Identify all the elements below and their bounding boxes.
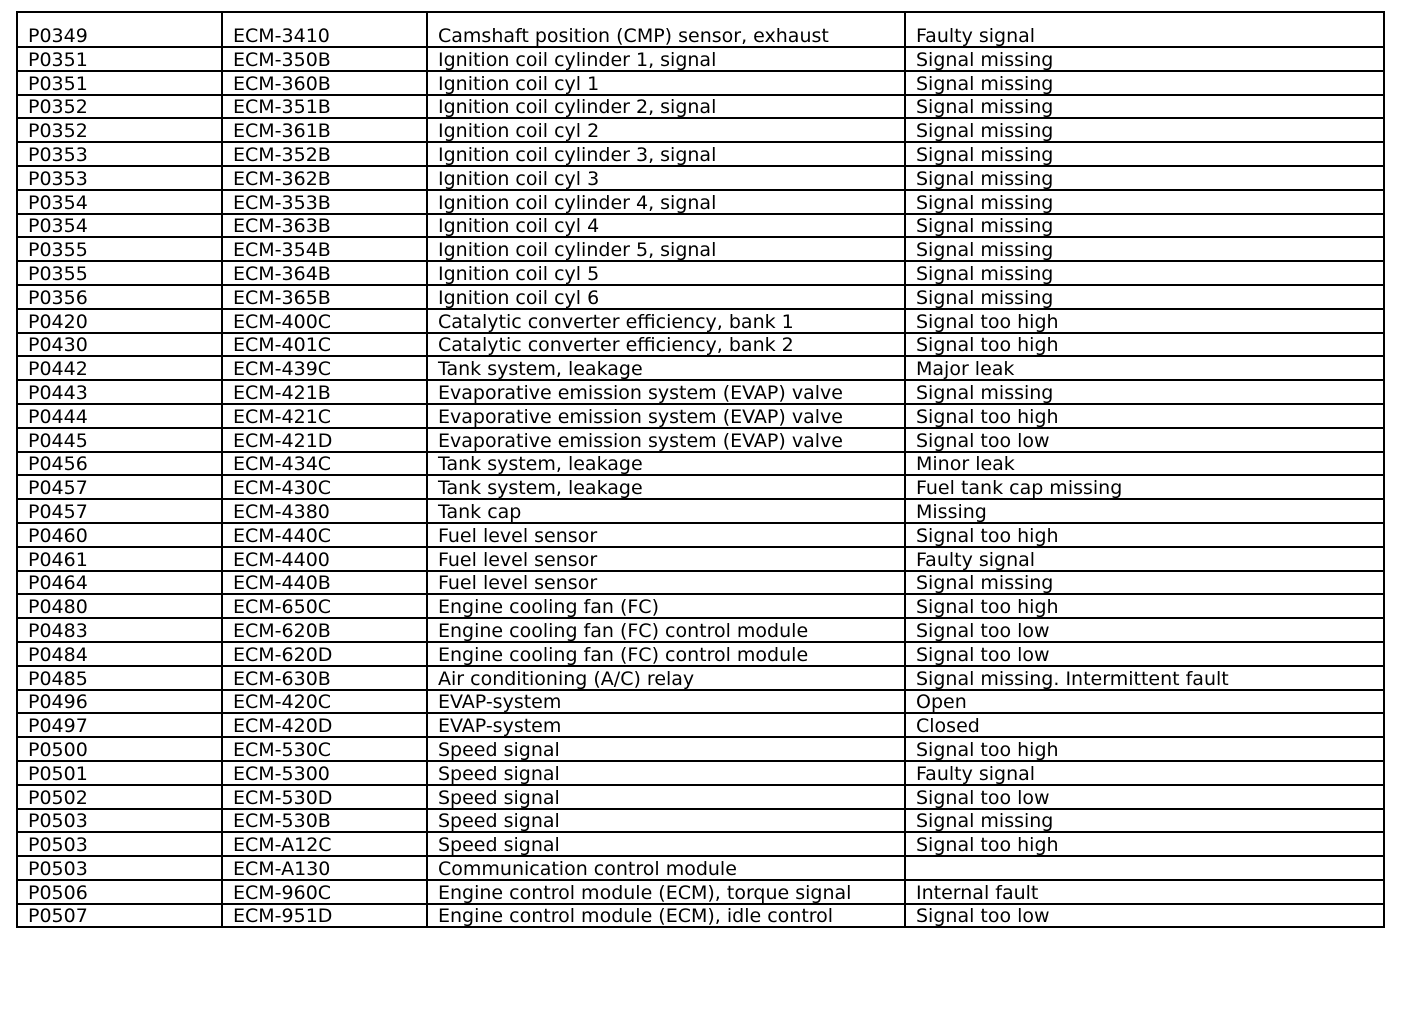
table-row: [17, 809, 1384, 833]
dtc-code-cell: P0444: [17, 404, 222, 428]
component-cell: Tank system, leakage: [427, 356, 905, 380]
dtc-table-body: [17, 12, 1384, 927]
component-cell: Ignition coil cylinder 4, signal: [427, 190, 905, 214]
table-row: [17, 309, 1384, 333]
fault-description-cell: Signal missing: [905, 809, 1384, 833]
ecm-code-cell: ECM-365B: [222, 285, 427, 309]
dtc-code-cell: P0351: [17, 47, 222, 71]
component-cell: Engine cooling fan (FC): [427, 594, 905, 618]
fault-description-cell: Signal missing: [905, 285, 1384, 309]
table-row: [17, 356, 1384, 380]
table-row: [17, 594, 1384, 618]
table-row: [17, 547, 1384, 571]
dtc-code-cell: P0352: [17, 118, 222, 142]
component-cell: Fuel level sensor: [427, 547, 905, 571]
ecm-code-cell: ECM-421B: [222, 380, 427, 404]
dtc-code-cell: P0480: [17, 594, 222, 618]
fault-description-cell: Signal missing: [905, 380, 1384, 404]
fault-description-cell: Signal too high: [905, 309, 1384, 333]
component-cell: Air conditioning (A/C) relay: [427, 666, 905, 690]
dtc-code-cell: P0355: [17, 261, 222, 285]
table-row: [17, 95, 1384, 119]
ecm-code-cell: ECM-530B: [222, 809, 427, 833]
table-row: [17, 285, 1384, 309]
fault-description-cell: Faulty signal: [905, 12, 1384, 47]
component-cell: Catalytic converter efficiency, bank 1: [427, 309, 905, 333]
fault-description-cell: Internal fault: [905, 880, 1384, 904]
ecm-code-cell: ECM-530C: [222, 737, 427, 761]
component-cell: Ignition coil cyl 3: [427, 166, 905, 190]
ecm-code-cell: ECM-354B: [222, 237, 427, 261]
table-row: [17, 785, 1384, 809]
table-row: [17, 832, 1384, 856]
table-row: [17, 666, 1384, 690]
table-row: [17, 523, 1384, 547]
fault-description-cell: Minor leak: [905, 452, 1384, 476]
table-row: [17, 142, 1384, 166]
fault-description-cell: Signal missing: [905, 47, 1384, 71]
table-row: [17, 12, 1384, 47]
dtc-code-cell: P0503: [17, 809, 222, 833]
table-row: [17, 856, 1384, 880]
dtc-code-cell: P0353: [17, 142, 222, 166]
table-row: [17, 166, 1384, 190]
dtc-code-cell: P0496: [17, 690, 222, 714]
component-cell: EVAP-system: [427, 690, 905, 714]
component-cell: Ignition coil cyl 1: [427, 71, 905, 95]
component-cell: Fuel level sensor: [427, 523, 905, 547]
component-cell: Ignition coil cyl 2: [427, 118, 905, 142]
component-cell: Ignition coil cyl 5: [427, 261, 905, 285]
ecm-code-cell: ECM-620B: [222, 618, 427, 642]
fault-description-cell: Missing: [905, 499, 1384, 523]
ecm-code-cell: ECM-360B: [222, 71, 427, 95]
ecm-code-cell: ECM-420C: [222, 690, 427, 714]
dtc-code-cell: P0501: [17, 761, 222, 785]
table-row: [17, 642, 1384, 666]
table-row: [17, 261, 1384, 285]
component-cell: Ignition coil cylinder 5, signal: [427, 237, 905, 261]
component-cell: Communication control module: [427, 856, 905, 880]
table-row: [17, 333, 1384, 357]
table-row: [17, 713, 1384, 737]
component-cell: Engine cooling fan (FC) control module: [427, 642, 905, 666]
fault-description-cell: Signal too high: [905, 737, 1384, 761]
table-row: [17, 190, 1384, 214]
fault-description-cell: Signal too high: [905, 832, 1384, 856]
fault-description-cell: Signal too low: [905, 428, 1384, 452]
ecm-code-cell: ECM-650C: [222, 594, 427, 618]
fault-description-cell: Signal too low: [905, 785, 1384, 809]
fault-description-cell: [905, 856, 1384, 880]
component-cell: Speed signal: [427, 832, 905, 856]
fault-description-cell: Signal missing: [905, 214, 1384, 238]
component-cell: Fuel level sensor: [427, 571, 905, 595]
dtc-code-cell: P0500: [17, 737, 222, 761]
fault-description-cell: Signal too high: [905, 404, 1384, 428]
dtc-code-cell: P0503: [17, 832, 222, 856]
table-row: [17, 237, 1384, 261]
dtc-code-cell: P0353: [17, 166, 222, 190]
ecm-code-cell: ECM-951D: [222, 904, 427, 928]
dtc-code-cell: P0354: [17, 214, 222, 238]
fault-description-cell: Signal missing: [905, 261, 1384, 285]
ecm-code-cell: ECM-620D: [222, 642, 427, 666]
table-row: [17, 618, 1384, 642]
dtc-code-cell: P0507: [17, 904, 222, 928]
table-row: [17, 452, 1384, 476]
fault-description-cell: Faulty signal: [905, 761, 1384, 785]
fault-description-cell: Signal missing: [905, 118, 1384, 142]
table-row: [17, 904, 1384, 928]
component-cell: Engine control module (ECM), torque signal: [427, 880, 905, 904]
ecm-code-cell: ECM-630B: [222, 666, 427, 690]
table-row: [17, 214, 1384, 238]
table-row: [17, 690, 1384, 714]
fault-description-cell: Signal missing: [905, 71, 1384, 95]
component-cell: Evaporative emission system (EVAP) valve: [427, 380, 905, 404]
table-row: [17, 71, 1384, 95]
ecm-code-cell: ECM-364B: [222, 261, 427, 285]
dtc-code-cell: P0461: [17, 547, 222, 571]
component-cell: Evaporative emission system (EVAP) valve: [427, 428, 905, 452]
ecm-code-cell: ECM-430C: [222, 475, 427, 499]
ecm-code-cell: ECM-4400: [222, 547, 427, 571]
component-cell: Camshaft position (CMP) sensor, exhaust: [427, 12, 905, 47]
ecm-code-cell: ECM-3410: [222, 12, 427, 47]
dtc-table: [16, 11, 1385, 928]
dtc-code-cell: P0483: [17, 618, 222, 642]
dtc-code-cell: P0464: [17, 571, 222, 595]
fault-description-cell: Signal too low: [905, 642, 1384, 666]
ecm-code-cell: ECM-353B: [222, 190, 427, 214]
fault-description-cell: Signal too high: [905, 523, 1384, 547]
dtc-code-cell: P0443: [17, 380, 222, 404]
component-cell: Engine control module (ECM), idle control: [427, 904, 905, 928]
component-cell: Tank cap: [427, 499, 905, 523]
component-cell: EVAP-system: [427, 713, 905, 737]
fault-description-cell: Signal missing: [905, 166, 1384, 190]
fault-description-cell: Signal too high: [905, 333, 1384, 357]
dtc-code-cell: P0502: [17, 785, 222, 809]
dtc-code-cell: P0485: [17, 666, 222, 690]
table-row: [17, 118, 1384, 142]
dtc-code-cell: P0506: [17, 880, 222, 904]
ecm-code-cell: ECM-434C: [222, 452, 427, 476]
table-row: [17, 380, 1384, 404]
fault-description-cell: Signal missing: [905, 95, 1384, 119]
component-cell: Ignition coil cyl 4: [427, 214, 905, 238]
fault-description-cell: Signal missing: [905, 237, 1384, 261]
component-cell: Speed signal: [427, 761, 905, 785]
ecm-code-cell: ECM-440C: [222, 523, 427, 547]
dtc-code-cell: P0457: [17, 475, 222, 499]
table-row: [17, 499, 1384, 523]
dtc-code-cell: P0460: [17, 523, 222, 547]
fault-description-cell: Fuel tank cap missing: [905, 475, 1384, 499]
ecm-code-cell: ECM-352B: [222, 142, 427, 166]
dtc-code-cell: P0349: [17, 12, 222, 47]
dtc-code-cell: P0355: [17, 237, 222, 261]
dtc-code-cell: P0457: [17, 499, 222, 523]
dtc-code-cell: P0497: [17, 713, 222, 737]
fault-description-cell: Closed: [905, 713, 1384, 737]
table-row: [17, 428, 1384, 452]
fault-description-cell: Signal missing. Intermittent fault: [905, 666, 1384, 690]
component-cell: Ignition coil cylinder 1, signal: [427, 47, 905, 71]
fault-description-cell: Faulty signal: [905, 547, 1384, 571]
table-row: [17, 737, 1384, 761]
ecm-code-cell: ECM-400C: [222, 309, 427, 333]
dtc-code-cell: P0352: [17, 95, 222, 119]
ecm-code-cell: ECM-439C: [222, 356, 427, 380]
ecm-code-cell: ECM-361B: [222, 118, 427, 142]
dtc-code-cell: P0503: [17, 856, 222, 880]
component-cell: Speed signal: [427, 785, 905, 809]
fault-description-cell: Signal too low: [905, 618, 1384, 642]
ecm-code-cell: ECM-960C: [222, 880, 427, 904]
table-row: [17, 475, 1384, 499]
component-cell: Tank system, leakage: [427, 452, 905, 476]
component-cell: Ignition coil cylinder 2, signal: [427, 95, 905, 119]
ecm-code-cell: ECM-420D: [222, 713, 427, 737]
fault-description-cell: Signal too high: [905, 594, 1384, 618]
ecm-code-cell: ECM-5300: [222, 761, 427, 785]
component-cell: Speed signal: [427, 809, 905, 833]
ecm-code-cell: ECM-A12C: [222, 832, 427, 856]
component-cell: Engine cooling fan (FC) control module: [427, 618, 905, 642]
fault-description-cell: Signal missing: [905, 190, 1384, 214]
dtc-code-cell: P0456: [17, 452, 222, 476]
table-row: [17, 880, 1384, 904]
dtc-code-cell: P0351: [17, 71, 222, 95]
component-cell: Ignition coil cyl 6: [427, 285, 905, 309]
fault-description-cell: Open: [905, 690, 1384, 714]
ecm-code-cell: ECM-421C: [222, 404, 427, 428]
ecm-code-cell: ECM-362B: [222, 166, 427, 190]
component-cell: Evaporative emission system (EVAP) valve: [427, 404, 905, 428]
dtc-code-cell: P0442: [17, 356, 222, 380]
fault-description-cell: Signal too low: [905, 904, 1384, 928]
table-row: [17, 404, 1384, 428]
table-row: [17, 571, 1384, 595]
dtc-code-cell: P0430: [17, 333, 222, 357]
ecm-code-cell: ECM-530D: [222, 785, 427, 809]
dtc-code-cell: P0445: [17, 428, 222, 452]
component-cell: Catalytic converter efficiency, bank 2: [427, 333, 905, 357]
ecm-code-cell: ECM-401C: [222, 333, 427, 357]
component-cell: Tank system, leakage: [427, 475, 905, 499]
ecm-code-cell: ECM-A130: [222, 856, 427, 880]
ecm-code-cell: ECM-421D: [222, 428, 427, 452]
dtc-code-cell: P0484: [17, 642, 222, 666]
table-row: [17, 761, 1384, 785]
component-cell: Ignition coil cylinder 3, signal: [427, 142, 905, 166]
fault-description-cell: Signal missing: [905, 142, 1384, 166]
fault-description-cell: Signal missing: [905, 571, 1384, 595]
ecm-code-cell: ECM-363B: [222, 214, 427, 238]
dtc-code-cell: P0356: [17, 285, 222, 309]
ecm-code-cell: ECM-4380: [222, 499, 427, 523]
ecm-code-cell: ECM-350B: [222, 47, 427, 71]
table-row: [17, 47, 1384, 71]
component-cell: Speed signal: [427, 737, 905, 761]
fault-description-cell: Major leak: [905, 356, 1384, 380]
dtc-code-cell: P0420: [17, 309, 222, 333]
ecm-code-cell: ECM-440B: [222, 571, 427, 595]
ecm-code-cell: ECM-351B: [222, 95, 427, 119]
dtc-code-cell: P0354: [17, 190, 222, 214]
